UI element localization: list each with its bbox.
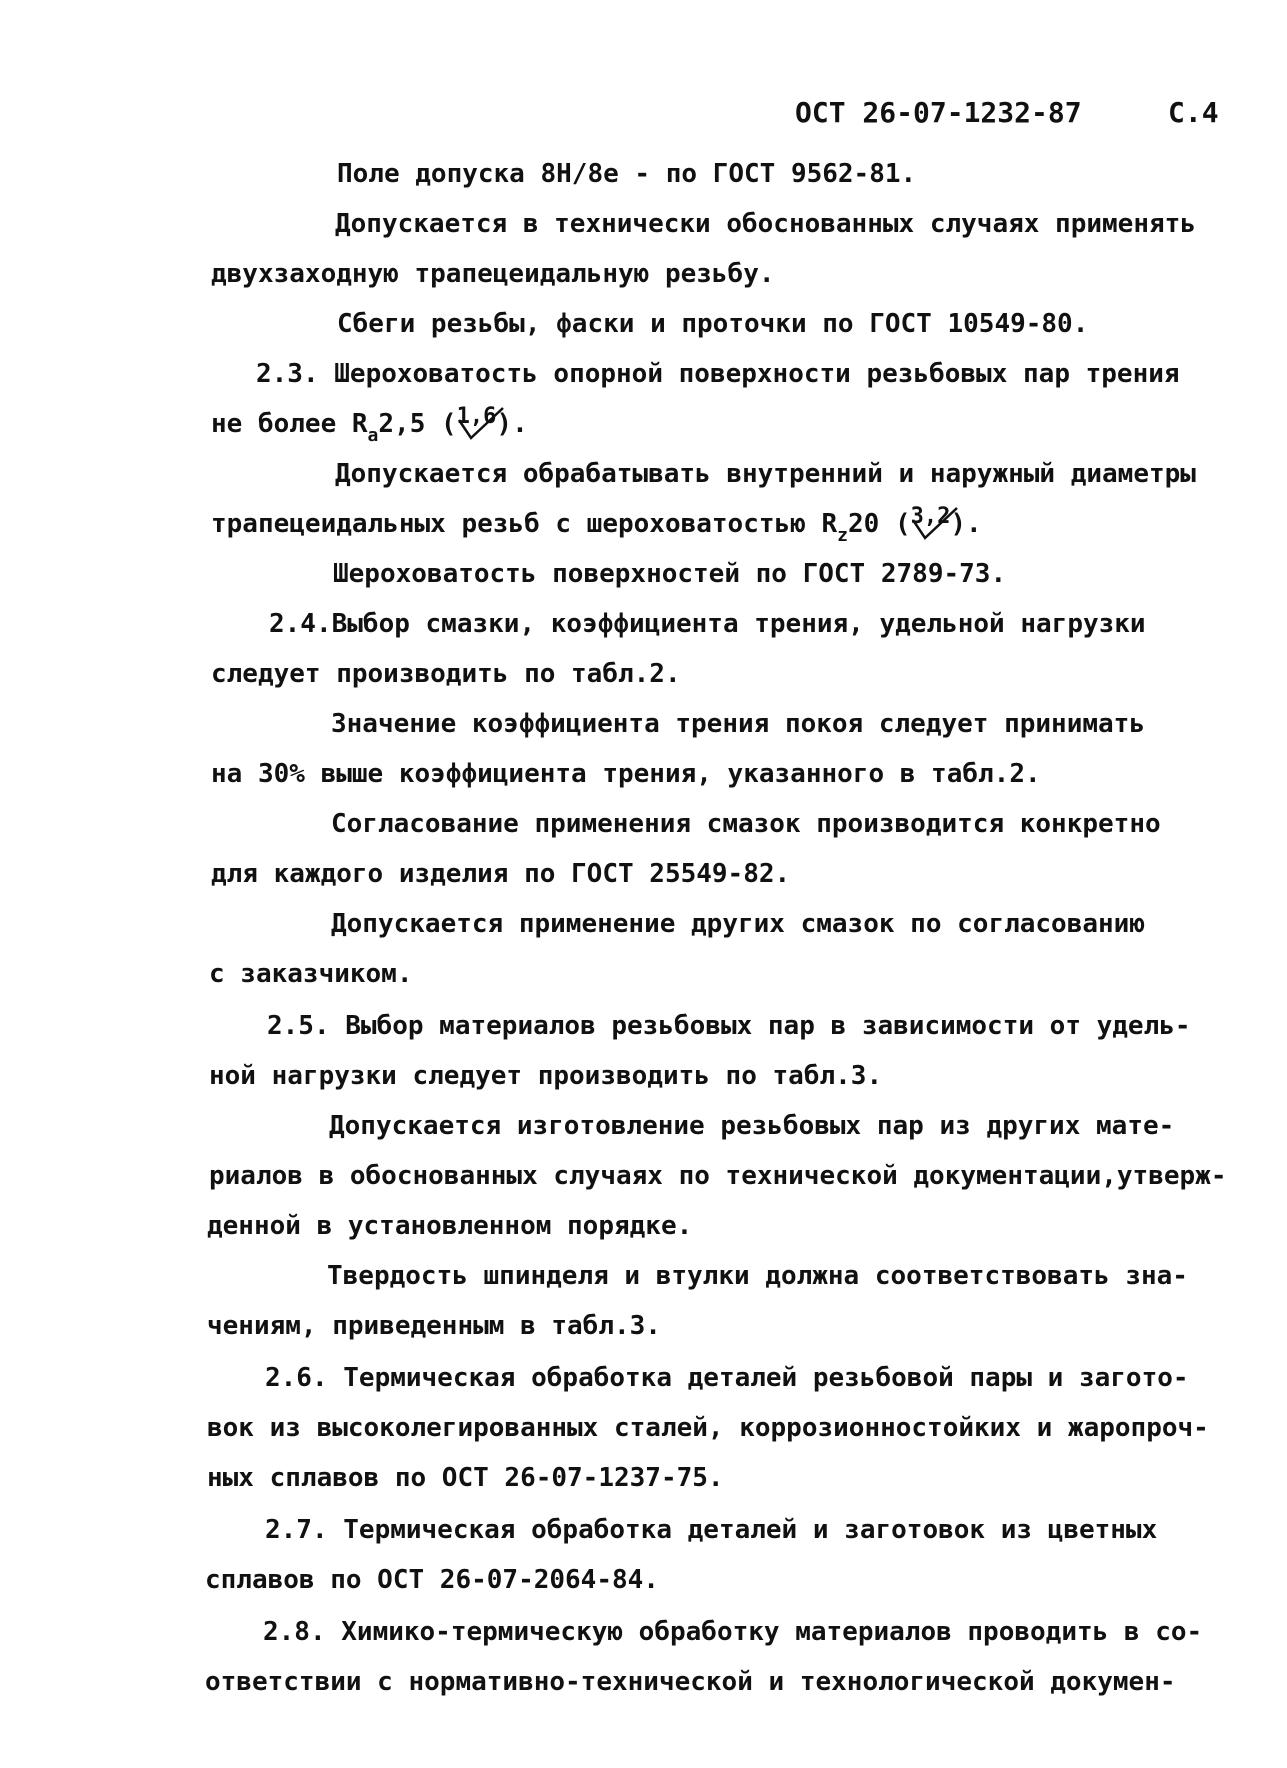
text-line: Твердость шпинделя и втулки должна соответствовать зна- — [327, 1261, 1188, 1291]
subscript: z — [837, 525, 848, 546]
text-line: Значение коэффициента трения покоя следует принимать — [331, 709, 1145, 739]
text-line: Допускается изготовление резьбовых пар из других мате- — [329, 1111, 1175, 1141]
text-line: ной нагрузки следует производить по табл.3. — [209, 1061, 883, 1091]
text-line: с заказчиком. — [209, 959, 413, 989]
text-line: двухзаходную трапецеидальную резьбу. — [211, 259, 775, 289]
text-fragment: 2,5 ( — [378, 409, 457, 439]
text-line: на 30% выше коэффициента трения, указанного в табл.2. — [211, 759, 1041, 789]
text-line: ответствии с нормативно-технической и технологической докумен- — [205, 1667, 1176, 1697]
roughness-value: 1,6 — [456, 404, 497, 429]
text-fragment: ). — [496, 409, 528, 439]
text-line: вок из высоколегированных сталей, коррозионностойких и жаропроч- — [207, 1413, 1209, 1443]
text-line: 2.7. Термическая обработка деталей и заготовок из цветных — [265, 1515, 1158, 1545]
text-line: 2.5. Выбор материалов резьбовых пар в зависимости от удель- — [267, 1011, 1191, 1041]
text-line: Сбеги резьбы, фаски и проточки по ГОСТ 10549-80. — [337, 309, 1089, 339]
text-line-roughness-ra — [211, 404, 528, 446]
roughness-mark — [910, 504, 951, 542]
text-line: риалов в обоснованных случаях по технической документации,утверж- — [209, 1161, 1227, 1191]
text-line: сплавов по ОСТ 26-07-2064-84. — [205, 1565, 659, 1595]
text-line: Допускается обрабатывать внутренний и наружный диаметры — [335, 459, 1196, 489]
text-line: для каждого изделия по ГОСТ 25549-82. — [211, 859, 791, 889]
roughness-mark — [456, 404, 497, 442]
text-fragment: трапецеидальных резьб с шероховатостью R — [211, 509, 838, 539]
text-fragment: 20 ( — [847, 509, 911, 539]
text-fragment: не более R — [211, 409, 368, 439]
document-code: ОСТ 26-07-1232-87 — [795, 96, 1082, 129]
text-line: денной в установленном порядке. — [207, 1211, 693, 1241]
text-line: 2.6. Термическая обработка деталей резьбовой пары и загото- — [265, 1363, 1189, 1393]
text-line: чениям, приведенным в табл.3. — [207, 1311, 661, 1341]
text-line: ных сплавов по ОСТ 26-07-1237-75. — [207, 1463, 724, 1493]
text-line: 2.4.Выбор смазки, коэффициента трения, удельной нагрузки — [269, 609, 1146, 639]
roughness-value: 3,2 — [910, 504, 951, 529]
text-fragment: ). — [950, 509, 982, 539]
text-line: Согласование применения смазок производится конкретно — [331, 809, 1161, 839]
text-line: Допускается применение других смазок по согласованию — [331, 909, 1145, 939]
text-line: Допускается в технически обоснованных случаях применять — [335, 209, 1196, 239]
text-line: Поле допуска 8H/8e - по ГОСТ 9562-81. — [337, 159, 917, 189]
page-number: С.4 — [1168, 96, 1219, 129]
text-line: 2.3. Шероховатость опорной поверхности резьбовых пар трения — [256, 359, 1180, 389]
text-line: следует производить по табл.2. — [211, 659, 681, 689]
text-line-roughness-rz — [211, 504, 982, 546]
subscript: a — [367, 425, 379, 446]
text-line: 2.8. Химико-термическую обработку материалов проводить в со- — [263, 1617, 1203, 1647]
text-line: Шероховатость поверхностей по ГОСТ 2789-73. — [333, 559, 1007, 589]
